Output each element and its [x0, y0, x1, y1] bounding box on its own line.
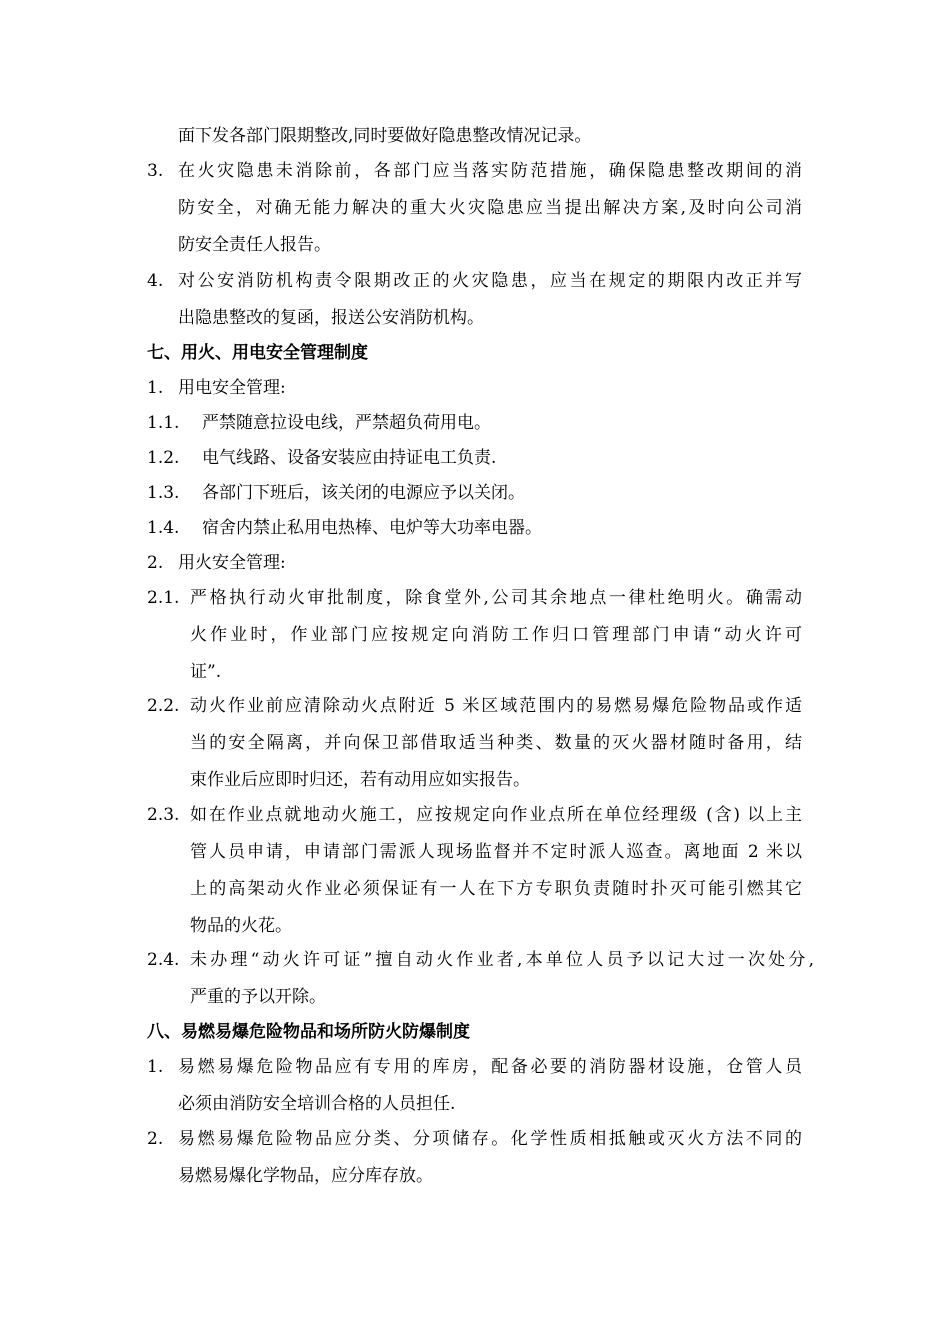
- paragraph-line: 防安全责任人报告。: [178, 235, 331, 255]
- paragraph-line: 物品的火花。: [190, 916, 292, 936]
- paragraph-line: 出隐患整改的复函，报送公安消防机构。: [178, 308, 484, 328]
- paragraph-line: 在火灾隐患未消除前，各部门应当落实防范措施，确保隐患整改期间的消: [178, 161, 802, 181]
- subheading-text: 用火安全管理:: [178, 553, 286, 573]
- list-number: 2.: [147, 1129, 164, 1149]
- paragraph-line: 面下发各部门限期整改,同时要做好隐患整改情况记录。: [178, 126, 592, 146]
- list-number: 4.: [147, 271, 164, 291]
- paragraph-line: 易燃易爆危险物品应分类、分项储存。化学性质相抵触或灭火方法不同的: [178, 1129, 802, 1149]
- paragraph-line: 当的安全隔离，并向保卫部借取适当种类、数量的灭火器材随时备用，结: [190, 733, 802, 753]
- paragraph-line: 严禁随意拉设电线，严禁超负荷用电。: [202, 413, 491, 433]
- paragraph-line: 宿舍内禁止私用电热棒、电炉等大功率电器。: [202, 518, 542, 538]
- list-number: 1.1.: [147, 413, 180, 433]
- paragraph-line: 管人员申请，申请部门需派人现场监督并不定时派人巡查。离地面 2 米以: [190, 842, 802, 862]
- paragraph-line: 严重的予以开除。: [190, 987, 326, 1007]
- paragraph-line: 未办理“动火许可证”擅自动火作业者,本单位人员予以记大过一次处分,: [190, 950, 814, 970]
- paragraph-line: 动火作业前应清除动火点附近 5 米区域范围内的易燃易爆危险物品或作适: [190, 696, 802, 716]
- list-number: 2.3.: [147, 805, 180, 825]
- list-number: 2.2.: [147, 696, 180, 716]
- paragraph-line: 易燃易爆化学物品，应分库存放。: [178, 1166, 433, 1186]
- paragraph-line: 束作业后应即时归还，若有动用应如实报告。: [190, 770, 530, 790]
- paragraph-line: 严格执行动火审批制度，除食堂外,公司其余地点一律杜绝明火。确需动: [190, 588, 802, 608]
- list-number: 1.: [147, 1057, 164, 1077]
- paragraph-line: 上的高架动火作业必须保证有一人在下方专职负责随时扑灭可能引燃其它: [190, 879, 802, 899]
- list-number: 2.1.: [147, 588, 180, 608]
- list-number: 3.: [147, 161, 164, 181]
- list-number: 2.4.: [147, 950, 180, 970]
- paragraph-line: 对公安消防机构责令限期改正的火灾隐患，应当在规定的期限内改正并写: [178, 271, 802, 291]
- paragraph-line: 必须由消防安全培训合格的人员担任.: [178, 1094, 456, 1114]
- list-number: 1.2.: [147, 448, 180, 468]
- list-number: 1.: [147, 378, 164, 398]
- section-heading: 七、用火、用电安全管理制度: [147, 343, 368, 363]
- section-heading: 八、易燃易爆危险物品和场所防火防爆制度: [147, 1022, 470, 1042]
- paragraph-line: 证”.: [190, 662, 222, 682]
- list-number: 1.4.: [147, 518, 180, 538]
- paragraph-line: 电气线路、设备安装应由持证电工负责.: [202, 448, 497, 468]
- paragraph-line: 火作业时，作业部门应按规定向消防工作归口管理部门申请“动火许可: [190, 625, 802, 645]
- paragraph-line: 易燃易爆危险物品应有专用的库房，配备必要的消防器材设施，仓管人员: [178, 1057, 802, 1077]
- paragraph-line: 防安全，对确无能力解决的重大火灾隐患应当提出解决方案,及时向公司消: [178, 198, 802, 218]
- list-number: 1.3.: [147, 483, 180, 503]
- paragraph-line: 各部门下班后，该关闭的电源应予以关闭。: [202, 483, 525, 503]
- subheading-text: 用电安全管理:: [178, 378, 286, 398]
- list-number: 2.: [147, 553, 164, 573]
- paragraph-line: 如在作业点就地动火施工，应按规定向作业点所在单位经理级 (含) 以上主: [190, 805, 802, 825]
